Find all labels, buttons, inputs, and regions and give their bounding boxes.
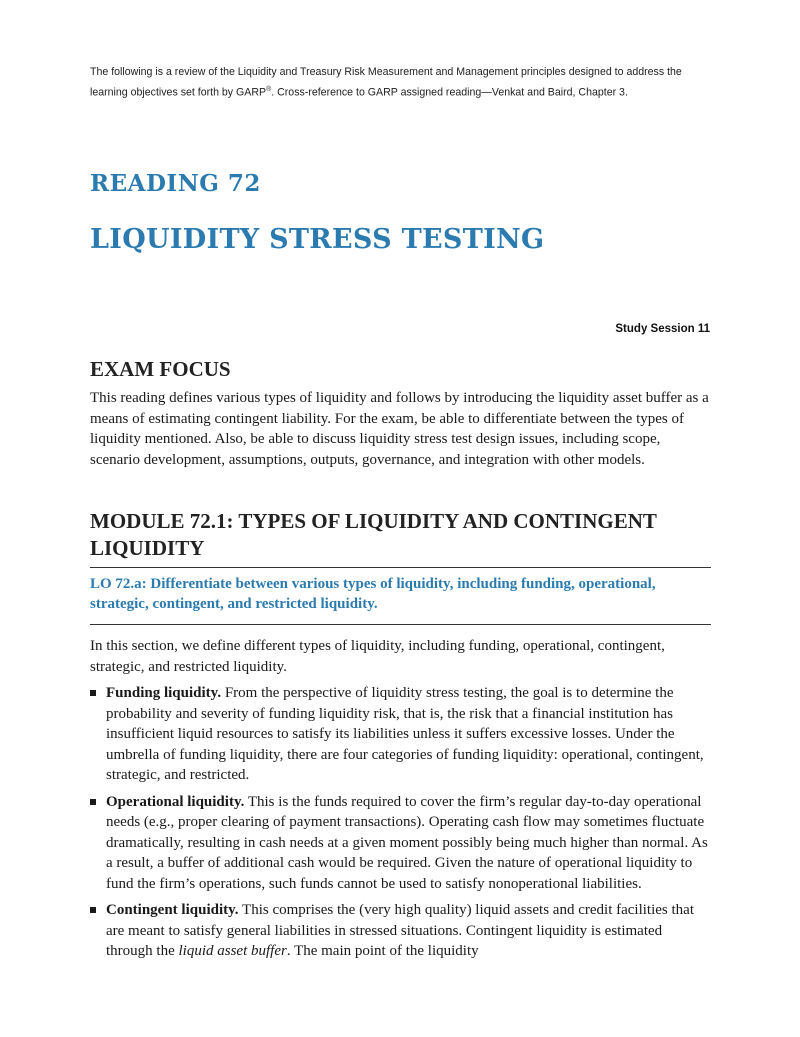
list-item	[90, 900, 712, 962]
list-item-italic-term: liquid asset buffer	[178, 943, 287, 959]
list-item-term: Funding liquidity.	[106, 685, 222, 701]
list-item	[90, 792, 712, 895]
intro-note	[90, 64, 710, 102]
list-item-text-end: . The main point of the liquidity	[286, 943, 479, 959]
list-item	[90, 683, 712, 786]
intro-text-end: . Cross-reference to GARP assigned reading—Venkat and Baird, Chapter 3.	[271, 86, 628, 99]
section-intro-paragraph: In this section, we define different types of liquidity, including funding, operational, contingent, strategic, and restricted liquidity.	[90, 638, 665, 675]
learning-objective-text: LO 72.a: Differentiate between various types of liquidity, including funding, operational, strategic, contingent, and restricted liquidity.	[90, 576, 656, 612]
registered-mark: ®	[266, 86, 272, 93]
list-item-text: This comprises the (very high quality) liquid assets and credit facilities that are meant to satisfy general liabilities in stressed situations. Contingent liquidity is estimated through the	[106, 902, 694, 959]
module-heading: MODULE 72.1: TYPES OF LIQUIDITY AND CONTINGENT LIQUIDITY	[90, 509, 657, 560]
bullet-square-icon	[90, 799, 96, 805]
list-item-text: This is the funds required to cover the firm’s regular day-to-day operational needs (e.g., proper clearing of payment transactions). Operating cash flow may sometimes fluctuate dramatically, resulting in cash needs at a given moment possibly being much higher than normal. As a result, a buffer of additional cash would be required. Given the nature of operational liquidity to fund the firm’s operations, such funds cannot be used to satisfy nonoperational liabilities.	[106, 793, 708, 892]
list-item-term: Contingent liquidity.	[106, 902, 239, 918]
list-item-term: Operational liquidity.	[106, 793, 245, 810]
list-item-text: From the perspective of liquidity stress testing, the goal is to determine the probability and severity of funding liquidity risk, that is, the risk that a financial institution has insufficient liquid resources to satisfy its liabilities unless it suffers excessive losses. Under the umbrella of funding liquidity, there are four categories of funding liquidity: operational, contingent, strategic, and restricted.	[106, 685, 704, 783]
study-session-label: Study Session 11	[615, 323, 710, 335]
learning-objective-box	[90, 567, 711, 625]
liquidity-types-list	[90, 683, 712, 968]
reading-title: LIQUIDITY STRESS TESTING	[90, 224, 545, 255]
exam-focus-paragraph: This reading defines various types of liquidity and follows by introducing the liquidity asset buffer as a means of estimating contingent liability. For the exam, be able to differentiate between the types of liquidity mentioned. Also, be able to discuss liquidity stress test design issues, including scope, scenario development, assumptions, outputs, governance, and integration with other models.	[90, 390, 709, 468]
bullet-square-icon	[90, 690, 96, 696]
exam-focus-heading: EXAM FOCUS	[90, 357, 231, 381]
bullet-square-icon	[90, 907, 96, 913]
reading-number: READING 72	[90, 170, 261, 197]
intro-text-start: The following is a review of the Liquidity and Treasury Risk Measurement and Management principles designed to address the learning objectives set forth by GARP	[90, 66, 682, 99]
